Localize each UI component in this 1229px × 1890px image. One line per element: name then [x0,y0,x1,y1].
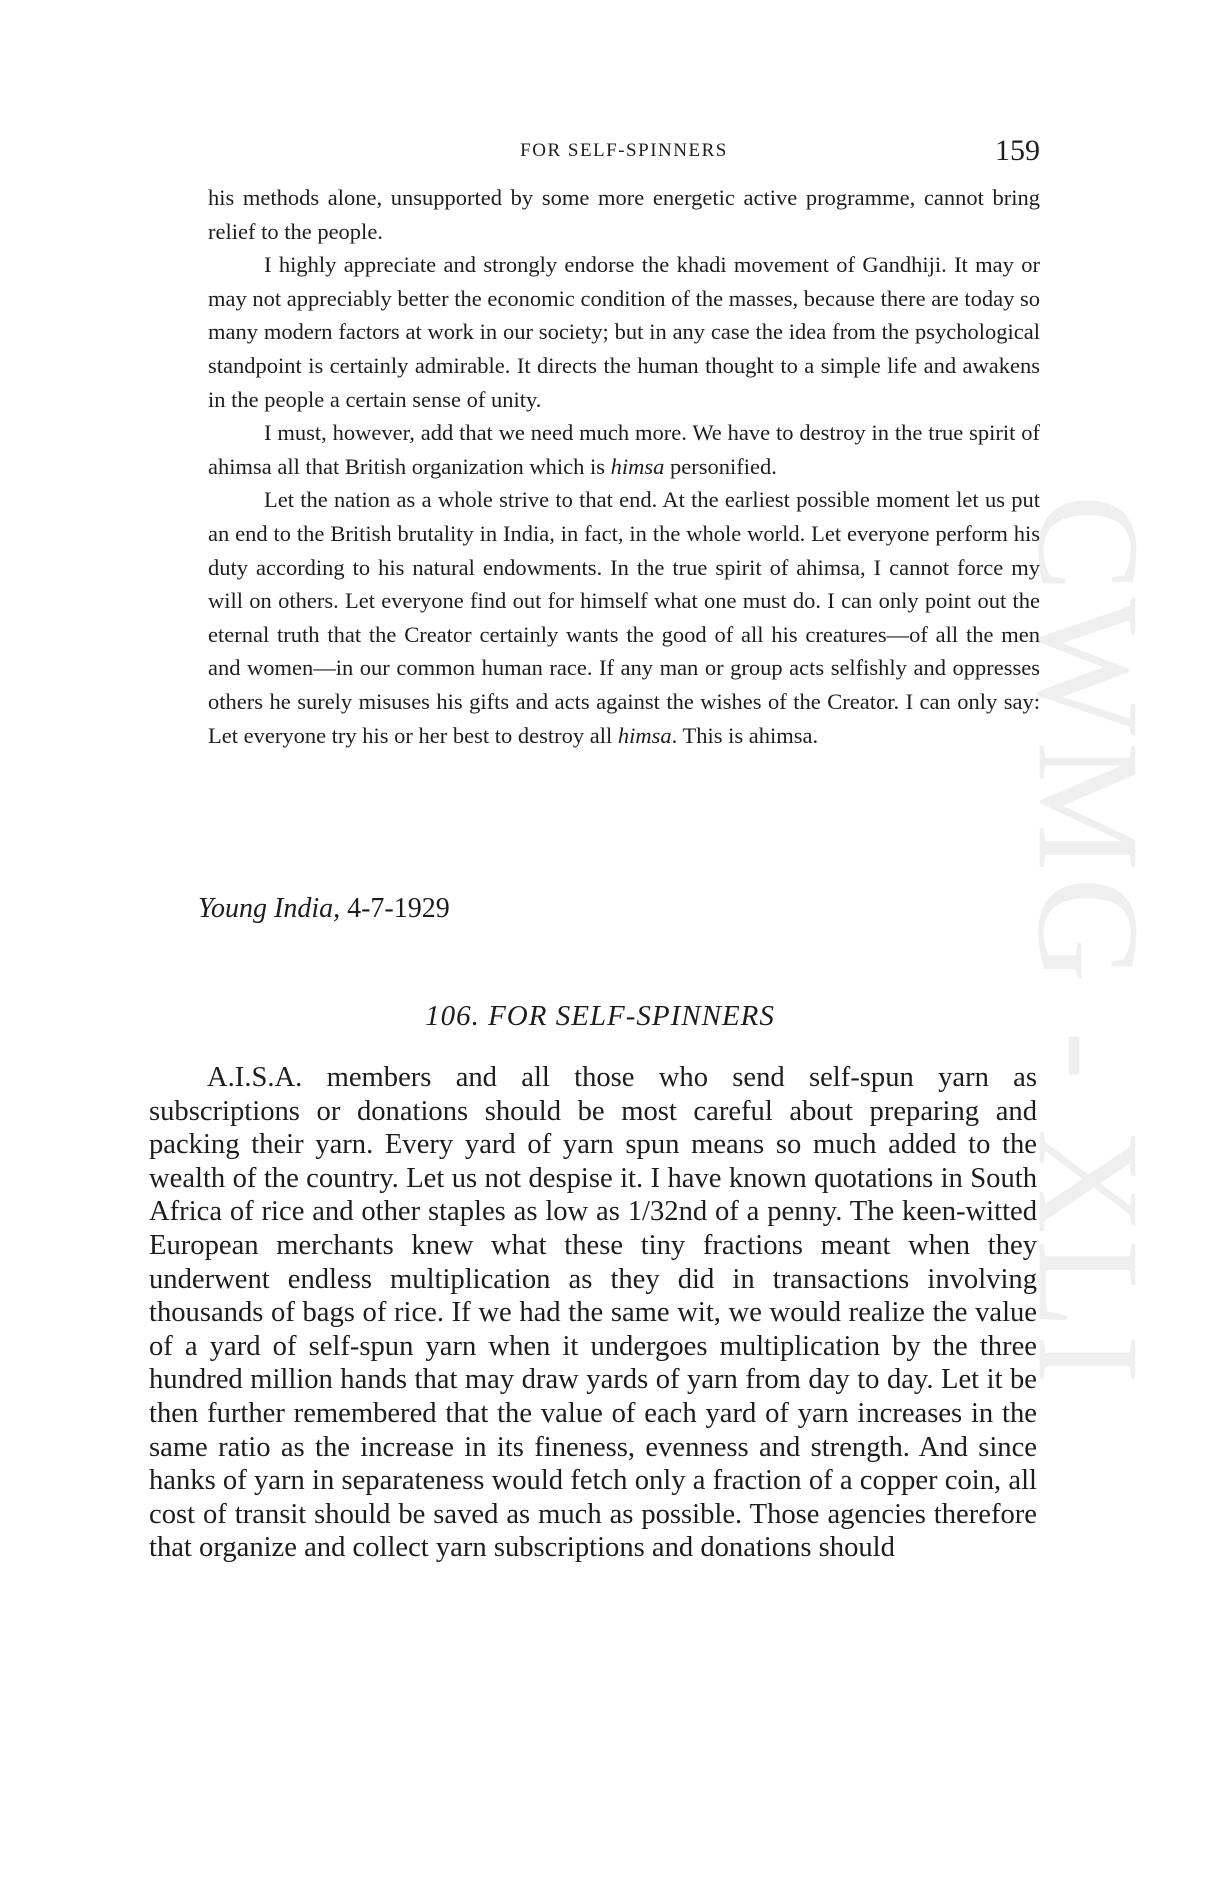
paragraph [208,248,1040,416]
text-run: personified. [664,453,777,479]
text-run: his methods alone, unsupported by some more energetic active programme, cannot bring relief to the people. [208,185,1040,244]
text-run: . This is ahimsa. [671,722,819,748]
italic-term: himsa [610,453,665,479]
page-header [208,134,1040,168]
page-number: 159 [995,134,1040,167]
source-publication: Young India, [198,893,341,924]
text-run: I highly appreciate and strongly endorse the khadi movement of Gandhiji. It may or may not appreciably better the economic condition of the masses, because there are today so many modern factors at work in our society; but in any case the idea from the psychological standpoint is certainly admirable. It directs the human thought to a simple life and awakens in the people a certain sense of unity. [208,252,1040,412]
paragraph: A.I.S.A. members and all those who send self-spun yarn as subscriptions or donations should be most careful about preparing and packing their yarn. Every yard of yarn spun means so much added to the wealth of the country. Let us not despise it. I have known quotations in South Africa of rice and other staples as low as 1/32nd of a penny. The keen-witted European merchants knew what these tiny fractions meant when they underwent endless multiplication as they did in transactions involving thousands of bags of rice. If we had the same wit, we would realize the value of a yard of self-spun yarn when it undergoes multiplication by the three hundred million hands that may draw yards of yarn from day to day. Let it be then further remembered that the value of each yard of yarn increases in the same ratio as the increase in its fineness, evenness and strength. And since hanks of yarn in separateness would fetch only a fraction of a copper coin, all cost of transit should be saved as much as possible. Those agencies therefore that organize and collect yarn subscriptions and donations should [149,1062,1037,1564]
previous-article-text [208,181,1040,752]
article-title: 106. FOR SELF-SPINNERS [425,1000,775,1032]
paragraph [208,416,1040,483]
paragraph [208,181,1040,248]
source-date: 4-7-1929 [340,893,450,924]
source-citation [198,893,450,925]
text-run: Let the nation as a whole strive to that end. At the earliest possible moment let us put an end to the British brutality in India, in fact, in the whole world. Let everyone perform his duty according to his natural endowments. In the true spirit of ahimsa, I cannot force my will on others. Let everyone find out for himself what one must do. I can only point out the eternal truth that the Creator certainly wants the good of all his creatures—of all the men and women—in our common human race. If any man or group acts selfishly and oppresses others he surely misuses his gifts and acts against the wishes of the Creator. I can only say: Let everyone try his or her best to destroy all [208,487,1040,748]
text-run: I must, however, add that we need much more. We have to destroy in the true spirit of ahimsa all that British organization which is [208,420,1040,479]
running-head: FOR SELF-SPINNERS [520,140,728,161]
watermark-text: CWMG - XLI [1008,494,1171,1390]
paragraph [208,483,1040,752]
article-body [149,1061,1037,1565]
italic-term: himsa [617,722,672,748]
